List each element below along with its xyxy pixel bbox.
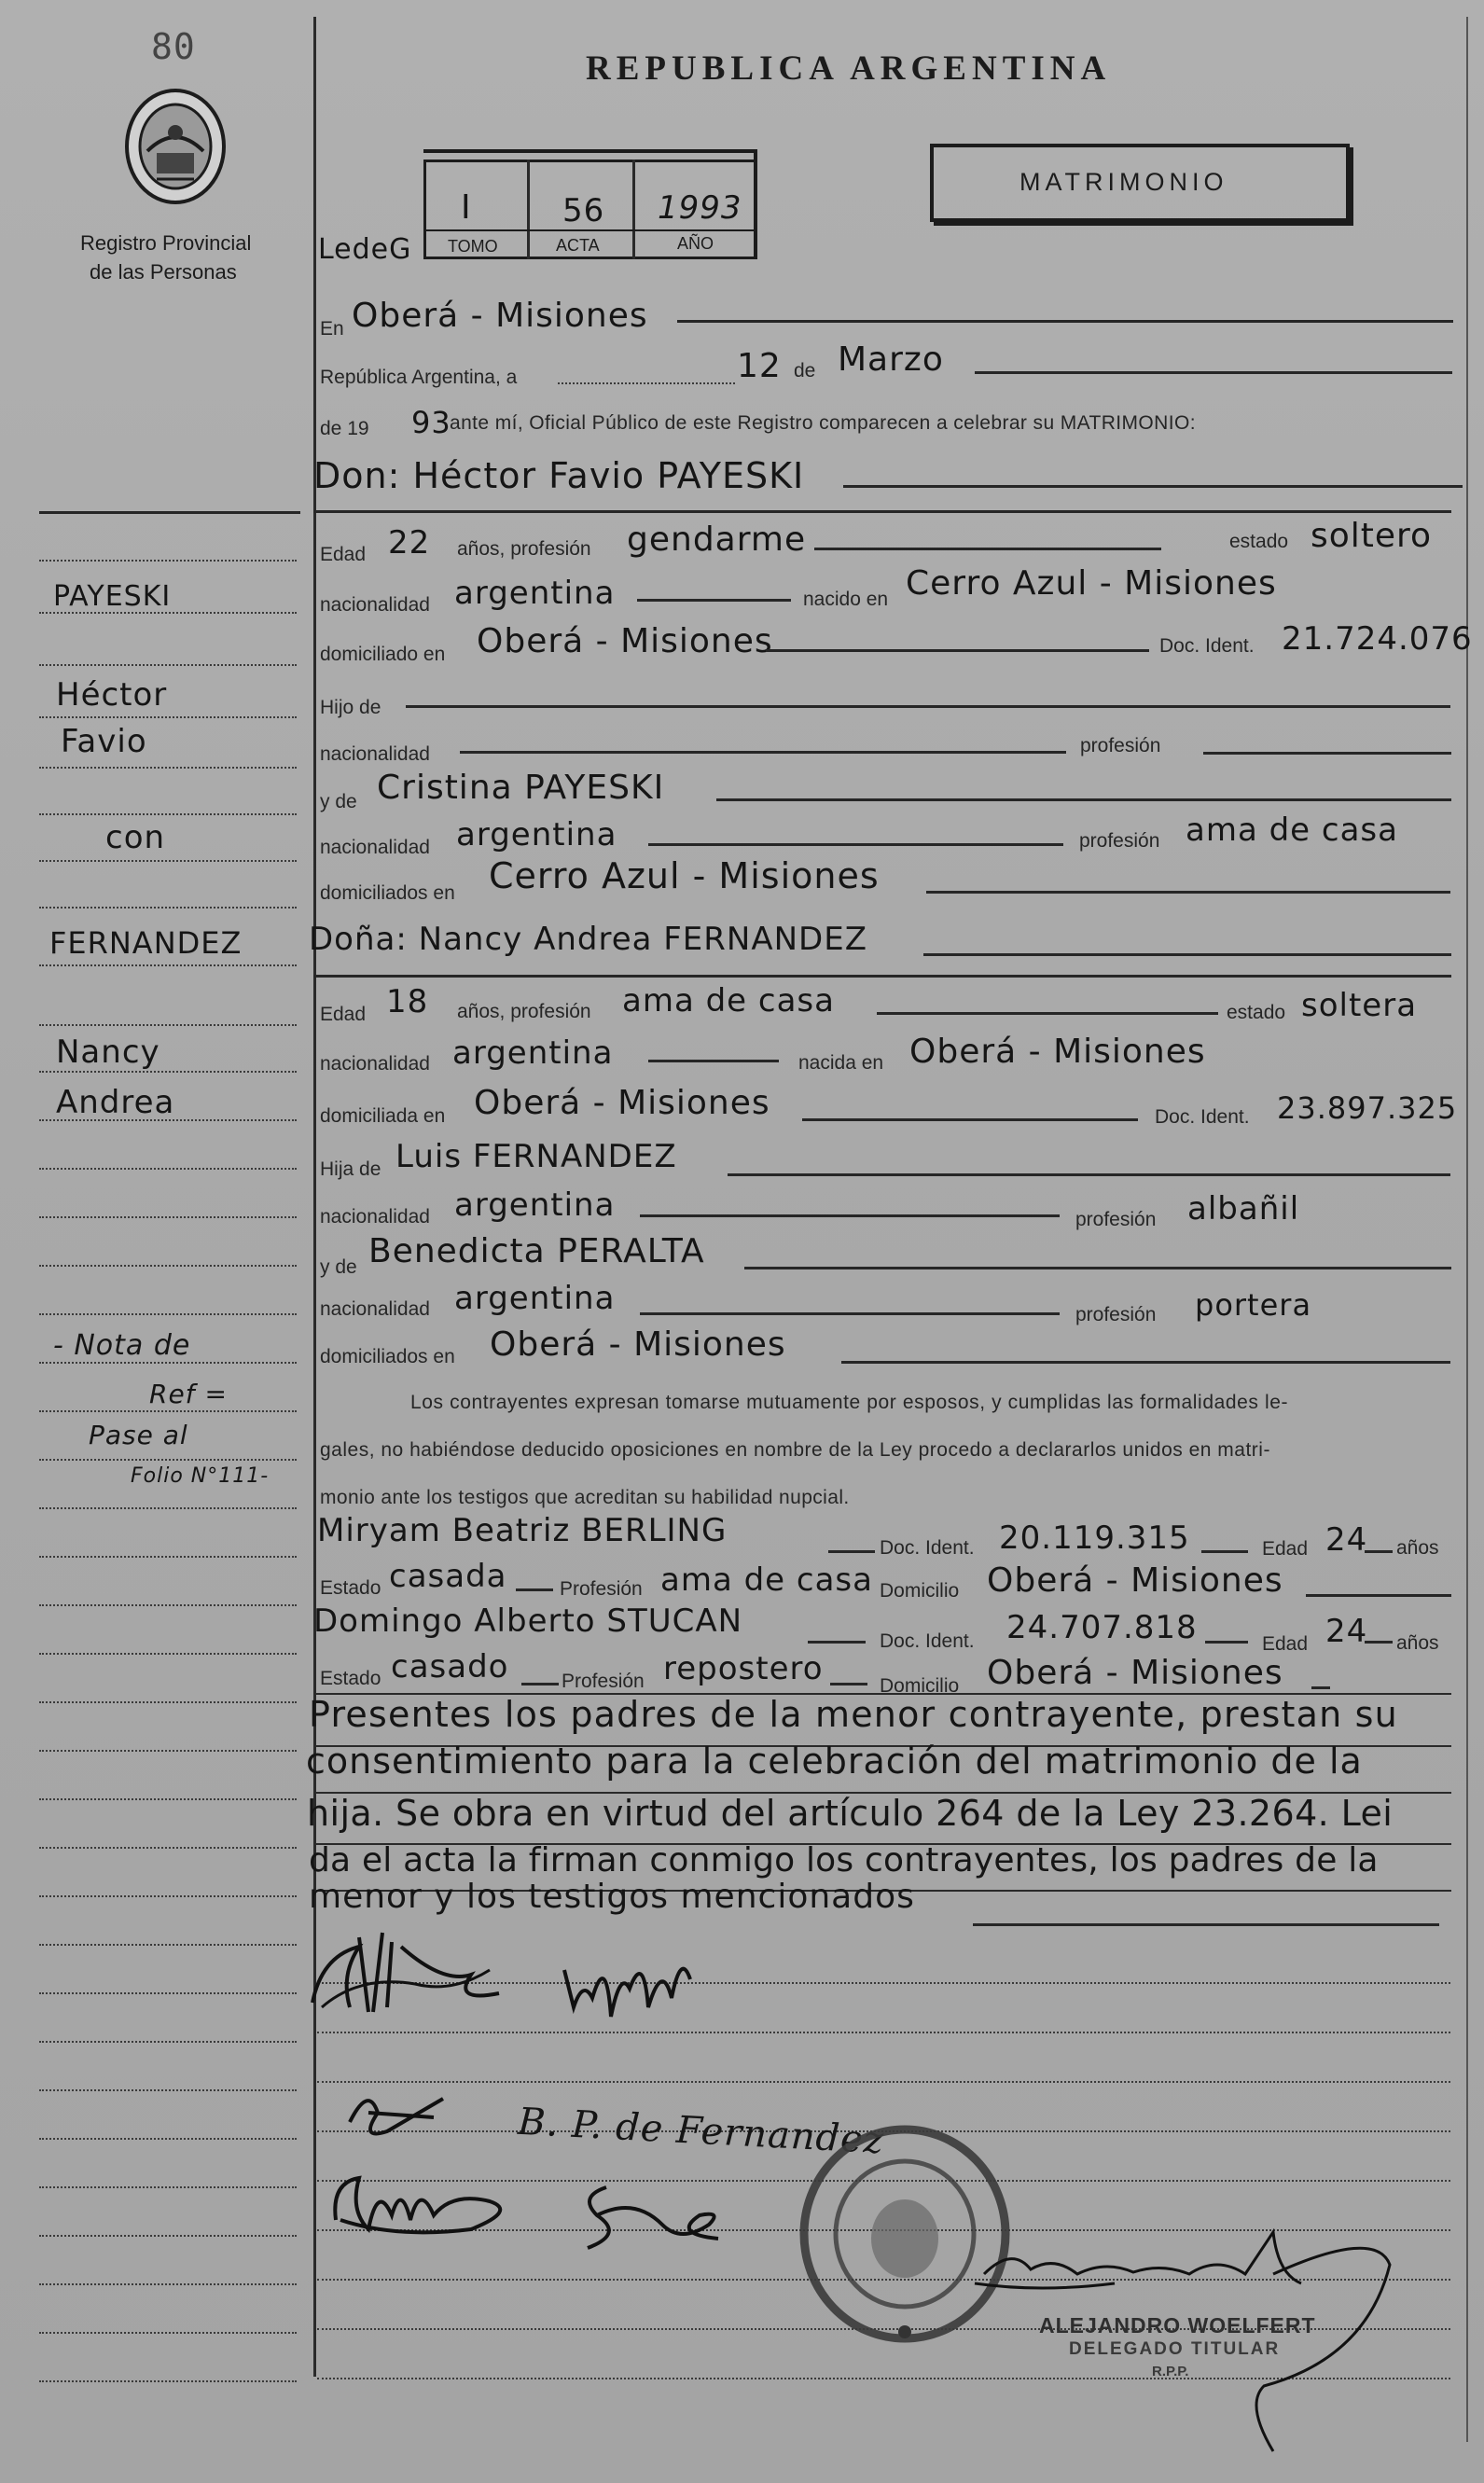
groom-nationality: argentina	[454, 575, 616, 612]
bride-mother-prof: portera	[1195, 1287, 1312, 1323]
margin-dots-20	[39, 1507, 297, 1509]
groom-prof2-label: profesión	[1080, 735, 1161, 756]
groom-name: Don: Héctor Favio PAYESKI	[313, 455, 805, 496]
intro-place-line	[677, 320, 1453, 323]
margin-dots-18	[39, 1410, 297, 1412]
groom-estado: soltero	[1311, 517, 1433, 555]
ref-divider-2	[632, 160, 635, 259]
groom-father-nat-line	[460, 751, 1066, 754]
bride-edad: 18	[386, 983, 429, 1020]
witness2-estado-label: Estado	[320, 1668, 381, 1689]
bride-doc-label: Doc. Ident.	[1155, 1106, 1250, 1128]
bride-parents-dom-line	[841, 1361, 1450, 1364]
margin-dots-21	[39, 1556, 297, 1558]
witness1-edad-label: Edad	[1262, 1538, 1309, 1560]
margin-dots-26	[39, 1798, 297, 1800]
margin-dots-33	[39, 2138, 297, 2140]
witness1-edad: 24	[1325, 1521, 1368, 1559]
margin-dots-2	[39, 612, 297, 614]
witness2-prof-line	[830, 1683, 867, 1685]
groom-mother-nat-line	[648, 843, 1063, 846]
groom-separator	[313, 510, 1451, 513]
bride-born-label: nacida en	[798, 1052, 884, 1074]
margin-dots-4	[39, 716, 297, 718]
margin-dots-12	[39, 1119, 297, 1121]
groom-born-label: nacido en	[803, 589, 889, 610]
witness2-edad-line	[1365, 1641, 1393, 1644]
appear-text: ante mí, Oficial Público de este Registro comparecen a celebrar su MATRIMONIO:	[450, 412, 1196, 434]
bride-doms-label: domiciliados en	[320, 1346, 455, 1367]
bride-prof-label: años, profesión	[457, 1001, 591, 1022]
witness1-estado: casada	[389, 1558, 507, 1595]
witness1-name-line	[828, 1550, 875, 1553]
witness2-estado: casado	[391, 1648, 509, 1685]
margin-dots-3	[39, 664, 297, 666]
notes-line-4: da el acta la firman conmigo los contrayentes, los padres de la	[309, 1841, 1379, 1880]
margin-dots-27	[39, 1847, 297, 1849]
groom-mother-line	[716, 798, 1451, 801]
margin-rule-top	[39, 511, 300, 514]
witness1-dom-label: Domicilio	[880, 1580, 960, 1602]
bride-domicile-line	[802, 1118, 1138, 1121]
sig-dots-2	[317, 2032, 1450, 2033]
witness2-name-line	[808, 1641, 866, 1644]
groom-nac-label: nacionalidad	[320, 594, 430, 616]
margin-dots-28	[39, 1895, 297, 1897]
bride-name-line	[923, 953, 1451, 956]
groom-born: Cerro Azul - Misiones	[906, 564, 1277, 603]
margin-dots-11	[39, 1071, 297, 1073]
officer-title: DELEGADO TITULAR	[1069, 2339, 1281, 2359]
groom-profession: gendarme	[627, 520, 807, 559]
witness1-anos: años	[1396, 1537, 1439, 1559]
witness2-doc-label: Doc. Ident.	[880, 1630, 975, 1652]
groom-domicile: Oberá - Misiones	[477, 622, 773, 660]
bride-mother: Benedicta PERALTA	[368, 1232, 705, 1270]
groom-father-line	[406, 705, 1450, 708]
witness2-name: Domingo Alberto STUCAN	[313, 1602, 743, 1640]
witness2-edad-label: Edad	[1262, 1633, 1309, 1655]
margin-con: con	[105, 819, 166, 856]
margin-dots-8	[39, 907, 297, 909]
groom-hijo-label: Hijo de	[320, 697, 381, 718]
groom-yde-label: y de	[320, 791, 357, 812]
bride-father-line	[728, 1173, 1450, 1176]
bride-nac2-label: nacionalidad	[320, 1206, 430, 1228]
witness2-anos: años	[1396, 1632, 1439, 1654]
margin-dots-24	[39, 1701, 297, 1703]
bride-profession: ama de casa	[622, 982, 835, 1020]
bride-name: Doña: Nancy Andrea FERNANDEZ	[309, 921, 867, 958]
margin-dots-23	[39, 1653, 297, 1655]
bride-nac-label: nacionalidad	[320, 1053, 430, 1075]
margin-dots-9	[39, 964, 297, 966]
officer-code: R.P.P.	[1152, 2364, 1189, 2379]
groom-parents-dom: Cerro Azul - Misiones	[489, 855, 880, 896]
margin-note-4: Folio N°111-	[131, 1464, 270, 1488]
margin-note-3: Pase al	[89, 1420, 188, 1450]
groom-profession-line	[814, 548, 1161, 550]
witness1-dom-line	[1306, 1594, 1451, 1597]
groom-prof-label: años, profesión	[457, 538, 591, 560]
bride-profession-line	[877, 1012, 1218, 1015]
groom-mother-nat: argentina	[456, 816, 617, 853]
groom-estado-label: estado	[1229, 531, 1289, 552]
margin-dots-36	[39, 2283, 297, 2285]
signature-father	[340, 2075, 462, 2150]
witness1-doc: 20.119.315	[999, 1519, 1190, 1557]
bride-doc: 23.897.325	[1277, 1090, 1458, 1126]
witness1-name: Miryam Beatriz BERLING	[317, 1512, 728, 1549]
margin-name-1a: Héctor	[56, 676, 168, 714]
bride-estado: soltera	[1301, 987, 1418, 1024]
margin-dots-38	[39, 2380, 297, 2382]
groom-father-prof-line	[1203, 752, 1451, 755]
bride-edad-label: Edad	[320, 1004, 367, 1025]
margin-name-1b: Favio	[61, 723, 147, 760]
margin-dots-14	[39, 1216, 297, 1218]
signature-witness1	[322, 2145, 527, 2248]
signature-groom	[303, 1919, 518, 2021]
witness2-domicile: Oberá - Misiones	[987, 1654, 1283, 1692]
bride-dom-label: domiciliada en	[320, 1105, 446, 1127]
ref-label-rule	[423, 229, 756, 231]
bride-nationality: argentina	[452, 1034, 614, 1072]
margin-dots-32	[39, 2089, 297, 2091]
bride-prof3-label: profesión	[1075, 1304, 1157, 1325]
signature-fernandez: B. P. de Fernandez	[517, 2100, 886, 2163]
witness1-estado-label: Estado	[320, 1577, 381, 1599]
signature-witness2	[560, 2159, 737, 2262]
groom-nac2-label: nacionalidad	[320, 743, 430, 765]
doc-type-label: MATRIMONIO	[1019, 168, 1228, 196]
intro-place: Oberá - Misiones	[352, 297, 648, 335]
intro-month-line	[975, 371, 1452, 374]
bride-born: Oberá - Misiones	[909, 1033, 1206, 1071]
margin-dots-6	[39, 813, 297, 815]
groom-nationality-line	[637, 599, 791, 602]
margin-dots-1	[39, 560, 297, 562]
province-coat-of-arms-icon	[119, 86, 231, 212]
witness1-doc-label: Doc. Ident.	[880, 1537, 975, 1559]
bride-estado-label: estado	[1227, 1002, 1286, 1023]
margin-dots-17	[39, 1362, 297, 1364]
margin-dots-10	[39, 1024, 297, 1026]
notes-line-1: Presentes los padres de la menor contrayente, prestan su	[309, 1694, 1398, 1735]
bride-domicile: Oberá - Misiones	[474, 1084, 770, 1122]
bride-prof2-label: profesión	[1075, 1209, 1157, 1230]
bride-yde-label: y de	[320, 1256, 357, 1278]
en-label: En	[320, 318, 344, 340]
tomo-value: I	[461, 188, 472, 227]
declaration-line-2: gales, no habiéndose deducido oposiciones en nombre de la Ley procedo a declararlos unidos en matri-	[320, 1439, 1270, 1461]
groom-dom-label: domiciliado en	[320, 644, 446, 665]
tomo-label: TOMO	[448, 237, 498, 256]
bride-father-prof: albañil	[1187, 1190, 1300, 1228]
de-label: de	[794, 360, 816, 381]
margin-dots-30	[39, 1992, 297, 1994]
groom-edad-label: Edad	[320, 544, 367, 565]
margin-dots-16	[39, 1313, 297, 1315]
groom-edad: 22	[388, 524, 431, 562]
witness2-prof-label: Profesión	[562, 1671, 645, 1692]
bride-father: Luis FERNANDEZ	[395, 1138, 677, 1175]
acta-value: 56	[562, 192, 605, 229]
margin-note-1: - Nota de	[53, 1329, 191, 1362]
witness2-profession: repostero	[663, 1650, 824, 1687]
witness1-domicile: Oberá - Misiones	[987, 1561, 1283, 1600]
ledeg-note: LedeG	[318, 233, 412, 266]
bride-separator	[313, 975, 1451, 978]
intro-month: Marzo	[838, 340, 944, 379]
right-border	[1466, 17, 1468, 2442]
groom-prof3-label: profesión	[1079, 830, 1160, 852]
groom-doc-label: Doc. Ident.	[1159, 635, 1255, 657]
registry-name-2: de las Personas	[90, 260, 237, 284]
groom-domicile-line	[766, 649, 1149, 652]
bride-mother-nat-line	[640, 1312, 1060, 1315]
notes-line-2: consentimiento para la celebración del matrimonio de la	[306, 1741, 1363, 1782]
margin-note-2: Ref =	[149, 1379, 228, 1409]
groom-parents-dom-line	[926, 891, 1450, 894]
bride-nationality-line	[648, 1060, 779, 1062]
margin-dots-13	[39, 1168, 297, 1170]
witness2-doc: 24.707.818	[1006, 1609, 1198, 1646]
margin-dots-22	[39, 1604, 297, 1606]
anio-value: 1993	[658, 189, 742, 227]
registry-name: Registro Provincial	[80, 231, 252, 255]
margin-dots-15	[39, 1265, 297, 1267]
margin-dots-5	[39, 767, 297, 769]
witness2-estado-line	[521, 1683, 559, 1685]
declaration-line-3: monio ante los testigos que acreditan su habilidad nupcial.	[320, 1487, 850, 1508]
officer-name: ALEJANDRO WOELFERT	[1039, 2313, 1316, 2337]
margin-dots-29	[39, 1944, 297, 1946]
witness1-edad-line	[1365, 1550, 1393, 1553]
country-title: REPUBLICA ARGENTINA	[586, 49, 1112, 88]
margin-dots-35	[39, 2235, 297, 2237]
witness1-prof-label: Profesión	[560, 1578, 643, 1600]
margin-surname-2: FERNANDEZ	[49, 925, 243, 961]
sig-dots-3	[317, 2081, 1450, 2083]
bride-hija-label: Hija de	[320, 1158, 381, 1180]
notes-line-5-fill	[973, 1923, 1439, 1926]
margin-dots-31	[39, 2041, 297, 2043]
margin-surname-1: PAYESKI	[53, 580, 172, 613]
day-dots	[558, 382, 735, 384]
bride-parents-dom: Oberá - Misiones	[490, 1325, 786, 1364]
groom-mother-prof: ama de casa	[1186, 811, 1398, 849]
de19-label: de 19	[320, 418, 369, 439]
notes-line-3: hija. Se obra en virtud del artículo 264 de la Ley 23.264. Lei	[307, 1793, 1394, 1834]
witness2-dom-line	[1311, 1686, 1330, 1689]
bride-father-nat: argentina	[454, 1186, 616, 1224]
notes-line-5: menor y los testigos mencionados	[309, 1878, 915, 1916]
witness2-dom-label: Domicilio	[880, 1675, 960, 1697]
margin-dots-37	[39, 2332, 297, 2334]
margin-dots-7	[39, 860, 297, 862]
bride-mother-line	[744, 1267, 1451, 1269]
witness1-profession: ama de casa	[660, 1561, 873, 1599]
witness2-edad: 24	[1325, 1613, 1368, 1650]
groom-doms-label: domiciliados en	[320, 882, 455, 904]
witness2-doc-line	[1205, 1641, 1248, 1644]
intro-year: 93	[411, 405, 451, 440]
column-divider	[313, 17, 316, 2377]
acta-label: ACTA	[556, 236, 600, 255]
groom-doc: 21.724.076	[1282, 620, 1473, 658]
republica-label: República Argentina, a	[320, 367, 518, 388]
margin-name-2b: Andrea	[56, 1084, 175, 1121]
bride-father-nat-line	[640, 1214, 1060, 1217]
bride-mother-nat: argentina	[454, 1280, 616, 1317]
anio-label: AÑO	[677, 234, 714, 253]
signature-bride	[555, 1933, 704, 2035]
declaration-line-1: Los contrayentes expresan tomarse mutuamente por esposos, y cumplidas las formalidades le-	[410, 1392, 1289, 1413]
ref-divider-1	[527, 160, 530, 259]
margin-name-2a: Nancy	[56, 1033, 160, 1071]
groom-mother: Cristina PAYESKI	[377, 769, 665, 807]
witness1-doc-line	[1201, 1550, 1248, 1553]
margin-dots-25	[39, 1750, 297, 1752]
margin-dots-34	[39, 2186, 297, 2188]
groom-nac3-label: nacionalidad	[320, 837, 430, 858]
intro-day: 12	[737, 347, 782, 385]
witness1-estado-line	[516, 1588, 553, 1591]
groom-name-line	[843, 485, 1463, 488]
bride-nac3-label: nacionalidad	[320, 1298, 430, 1320]
margin-dots-19	[39, 1459, 297, 1461]
page-number: 80	[151, 26, 196, 67]
